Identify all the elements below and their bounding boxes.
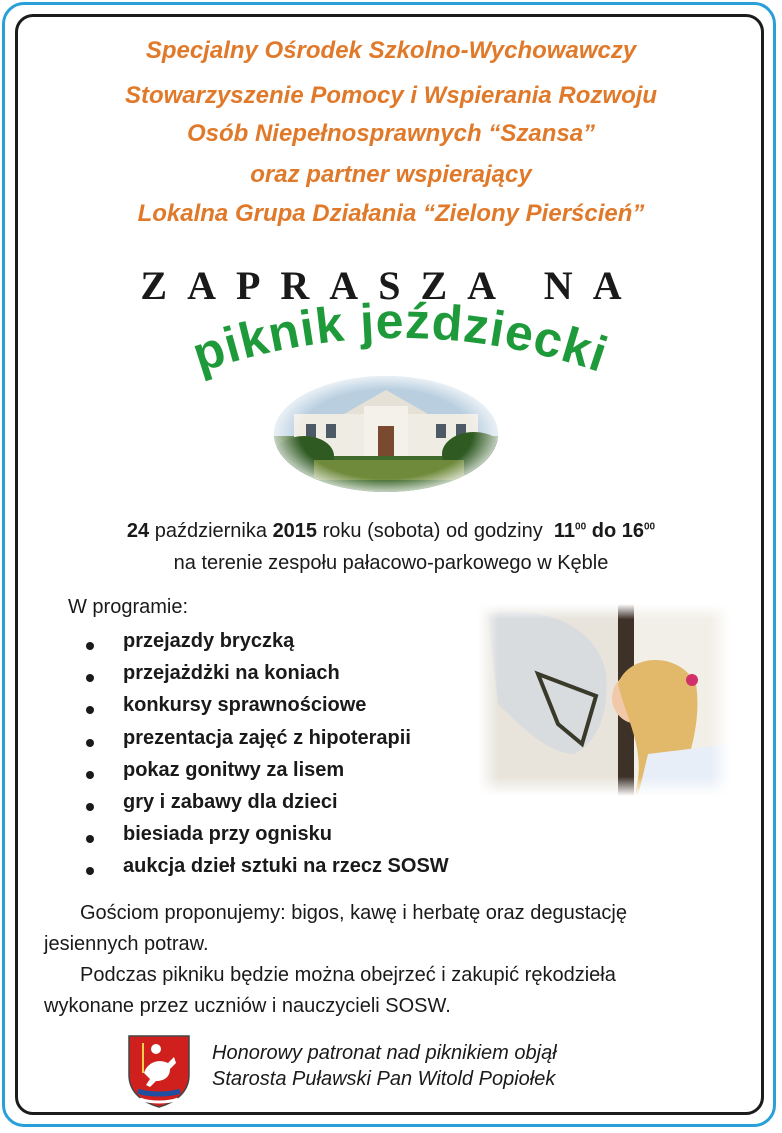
program-list [86, 625, 449, 883]
event-connector: do [591, 520, 617, 542]
horse-child-photo [478, 604, 730, 796]
event-month: października [154, 520, 267, 542]
org-line-2: Stowarzyszenie Pomocy i Wspierania Rozwoju [124, 82, 658, 109]
org-line-3: Osób Niepełnosprawnych “Szansa” [186, 120, 596, 147]
list-item: prezentacja zajęć z hipoterapii [86, 722, 449, 754]
patronage-text: Honorowy patronat nad piknikiem objął Starosta Puławski Pan Witold Popiołek [212, 1042, 557, 1090]
svg-text:piknik jeździecki [186, 300, 615, 383]
event-end: $16^{00}$ [621, 520, 656, 542]
list-item: pokaz gonitwy za lisem [86, 754, 449, 786]
palace-photo [274, 376, 498, 492]
crafts-paragraph: Podczas pikniku będzie można obejrzeć i zakupić rękodzieła wykonane przez uczniów i nauczycieli SOSW. [44, 964, 616, 1017]
list-item: konkursy sprawnościowe [86, 689, 449, 721]
event-title-text: piknik jeździecki [185, 300, 615, 383]
invite-heading: ZAPRASZA NA [140, 263, 642, 308]
event-date-line [0, 520, 782, 543]
list-item: przejazdy bryczką [86, 625, 449, 657]
org-line-5: Lokalna Grupa Działania “Zielony Pierścień” [137, 200, 645, 227]
list-item: aukcja dzieł sztuki na rzecz SOSW [86, 850, 449, 882]
list-item: gry i zabawy dla dzieci [86, 786, 449, 818]
event-weekday: roku (sobota) od godziny [322, 520, 543, 542]
org-line-4: oraz partner wspierający [250, 161, 532, 188]
program-heading: W programie: [68, 596, 189, 618]
list-item: przejażdżki na koniach [86, 657, 449, 689]
coat-of-arms-icon [126, 1033, 192, 1109]
event-place: na terenie zespołu pałacowo-parkowego w Kęble [173, 552, 609, 574]
event-start: $11^{00}$ [553, 520, 587, 542]
org-line-1: Specjalny Ośrodek Szkolno-Wychowawczy [145, 37, 637, 64]
menu-paragraph: Gościom proponujemy: bigos, kawę i herbatę oraz degustację jesiennych potraw. [44, 902, 627, 955]
event-year: 2015 [272, 520, 318, 542]
event-day: 24 [126, 520, 150, 542]
list-item: biesiada przy ognisku [86, 818, 449, 850]
